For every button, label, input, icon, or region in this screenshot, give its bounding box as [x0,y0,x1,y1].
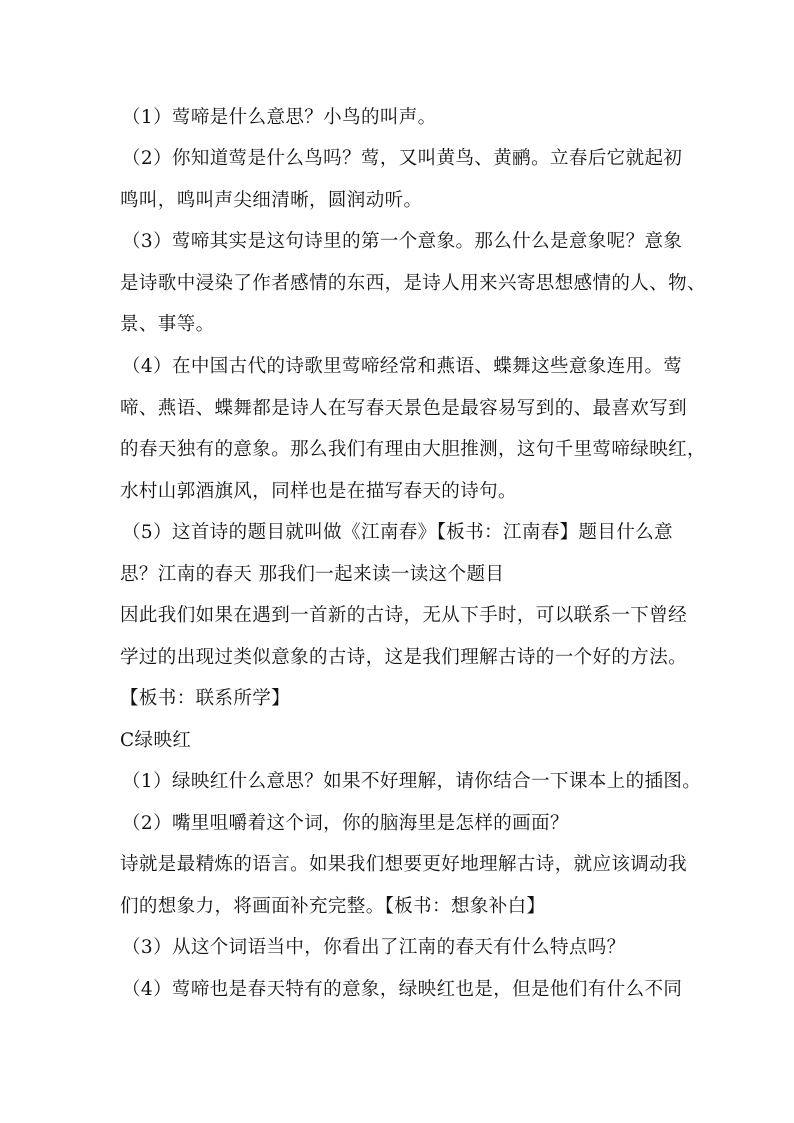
text-line: （4）莺啼也是春天特有的意象，绿映红也是，但是他们有什么不同 [122,979,683,1000]
text-line: （2）你知道莺是什么鸟吗？莺，又叫黄鸟、黄鹂。立春后它就起初 [122,148,683,169]
section-heading: C绿映红 [120,730,192,751]
text-line: （3）从这个词语当中，你看出了江南的春天有什么特点吗？ [122,937,626,958]
text-line: 水村山郭酒旗风，同样也是在描写春天的诗句。 [120,481,517,502]
text-line: 鸣叫，鸣叫声尖细清晰，圆润动听。 [120,190,423,211]
text-line: 啼、燕语、蝶舞都是诗人在写春天景色是最容易写到的、最喜欢写到 [120,398,688,419]
text-line: 【板书：联系所学】 [120,688,291,709]
text-line: 们的想象力，将画面补充完整。【板书：想象补白】 [120,896,546,917]
text-line: （1）绿映红什么意思？如果不好理解，请你结合一下课本上的插图。 [122,771,702,792]
text-line: （1）莺啼是什么意思？小鸟的叫声。 [122,107,437,128]
text-line: （4）在中国古代的诗歌里莺啼经常和燕语、蝶舞这些意象连用。莺 [122,356,683,377]
text-line: 学过的出现过类似意象的古诗，这是我们理解古诗的一个好的方法。 [120,647,688,668]
text-line: 因此我们如果在遇到一首新的古诗，无从下手时，可以联系一下曾经 [120,605,688,626]
text-line: 诗就是最精炼的语言。如果我们想要更好地理解古诗，就应该调动我 [120,854,688,875]
text-line: 景、事等。 [120,314,215,335]
text-line: （3）莺啼其实是这句诗里的第一个意象。那么什么是意象呢？意象 [122,231,683,252]
text-line: 的春天独有的意象。那么我们有理由大胆推测，这句千里莺啼绿映红， [120,439,706,460]
text-line: 思？江南的春天 那我们一起来读一读这个题目 [120,564,505,585]
text-line: 是诗歌中浸染了作者感情的东西，是诗人用来兴寄思想感情的人、物、 [120,273,706,294]
text-line: （2）嘴里咀嚼着这个词，你的脑海里是怎样的画面？ [122,813,569,834]
text-line: （5）这首诗的题目就叫做《江南春》【板书：江南春】题目什么意 [122,522,674,543]
